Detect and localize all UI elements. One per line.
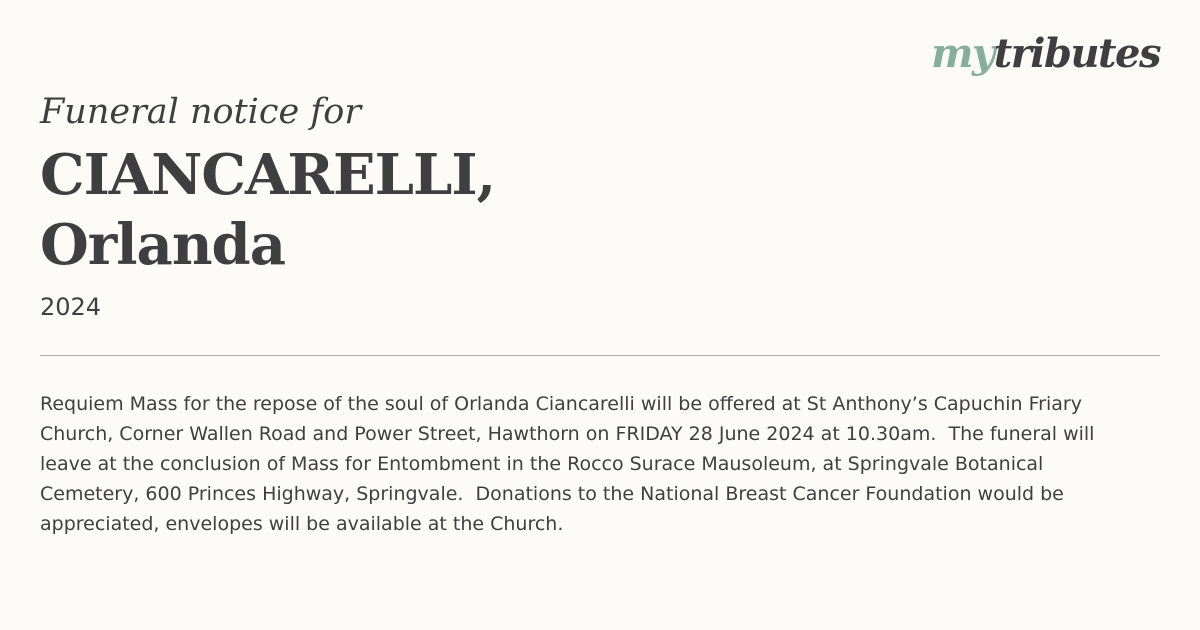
notice-year: 2024 [40, 293, 102, 321]
divider [40, 355, 1160, 356]
deceased-given-name: Orlanda [40, 212, 285, 278]
notice-body: Requiem Mass for the repose of the soul of Orlanda Ciancarelli will be offered at St Anthony’s Capuchin Friary Church, Corner Wallen Road and Power Street, Hawthorn on FRIDAY 28 June 2024 at 10.30am. The funeral will leave at the conclusion of Mass for Entombment in the Rocco Surace Mausoleum, at Springvale Botanical Cemetery, 600 Princes Highway, Springvale. Donations to the National Breast Cancer Foundation would be appreciated, envelopes will be available at the Church. [40, 393, 1101, 535]
logo-prefix: my [931, 30, 994, 77]
mytributes-logo[interactable] [931, 30, 1160, 77]
notice-type-heading: Funeral notice for [40, 92, 362, 132]
deceased-name [40, 140, 495, 280]
deceased-surname: CIANCARELLI, [40, 142, 496, 208]
logo-suffix: tributes [993, 30, 1160, 77]
